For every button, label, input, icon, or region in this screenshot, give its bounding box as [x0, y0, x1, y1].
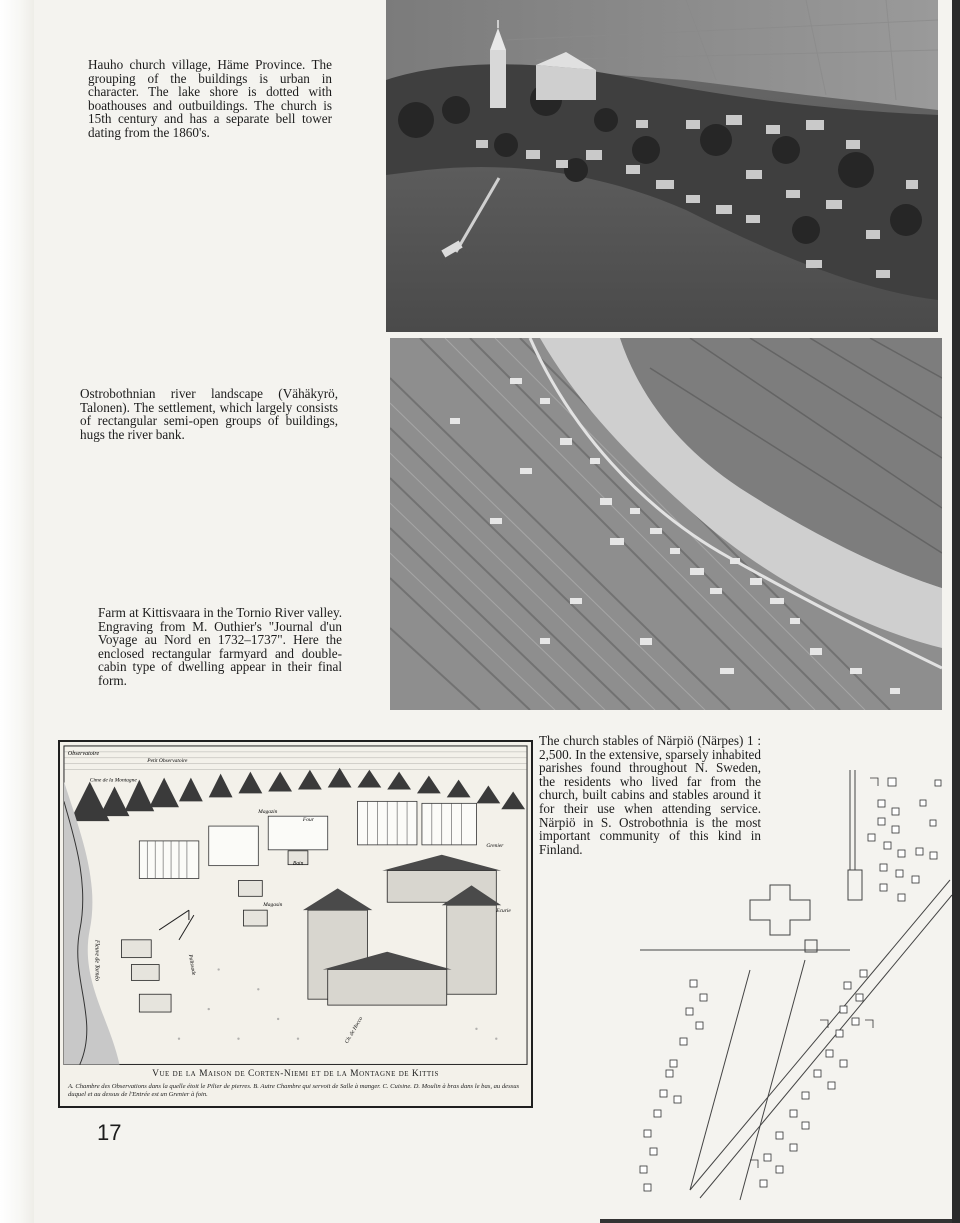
label-four: Four — [302, 817, 314, 824]
narpio-stables-plan — [630, 770, 952, 1210]
caption-farm: Farm at Kittisvaara in the Tornio River valley. Engraving from M. Outhier's "Journal d'un Voyage au Nord en 1732–1737". Here the enclosed rectangular farmyard and double-cabin type of dwelling appear in their final form. — [98, 605, 342, 688]
engraving-title: Vue de la Maison de Corten-Niemi et de la Montagne de Kittis — [152, 1069, 439, 1079]
caption-ostrobothnia: Ostrobothnian river landscape (Vähäkyrö, Talonen). The settlement, which largely consists of rectangular semi-open groups of buildings, hugs the river bank. — [80, 386, 338, 442]
caption-hauho: Hauho church village, Häme Province. The grouping of the buildings is urban in character. The lake shore is dotted with boathouses and outbuildings. The church is 15th century and has a separate bell tower dating from the 1860's. — [88, 57, 332, 140]
label-bain: Bain — [293, 860, 304, 867]
hauho-aerial-photo — [386, 0, 938, 332]
label-ecurie: Ecurie — [496, 908, 511, 915]
label-observatory: Observatoire — [67, 750, 100, 757]
ostrobothnia-aerial-photo — [390, 338, 942, 710]
label-fence: Palissade — [186, 953, 197, 976]
page-gutter — [0, 0, 34, 1223]
engraving-legend: A. Chambre des Observations dans la quelle étoit le Pilier de pierres. B. Autre Chambre qui servoit de Salle à manger. C. Cuisine. D. Moulin à bras dans le bas, au dessus duquel et au dessus de l'Entrée est un Grenier à foin. — [68, 1083, 520, 1098]
label-road: Ch. de Hocco — [344, 1015, 365, 1045]
kittisvaara-engraving — [58, 740, 533, 1108]
page-edge — [952, 0, 960, 1223]
bottom-rule — [600, 1219, 952, 1223]
label-mountain: Cime de la Montagne — [89, 777, 137, 784]
caption-stables: The church stables of Närpiö (Närpes) 1 : 2,500. In the extensive, sparsely inhabited parishes found throughout N. Sweden, the residents who lived far from the church, built cabins and stables around it for their use when attending service. Närpiö in S. Ostrobothnia is the most important community of this kind in Finland. — [539, 733, 761, 857]
label-small-observatory: Petit Observatoire — [147, 757, 188, 764]
label-magazin-top: Magazin — [258, 809, 278, 816]
label-river: Fleuve de Tornéo — [93, 939, 100, 982]
label-magasin-left: Magasin — [263, 902, 283, 909]
page-number: 17 — [97, 1120, 122, 1145]
label-grenier: Grenier — [486, 842, 504, 849]
